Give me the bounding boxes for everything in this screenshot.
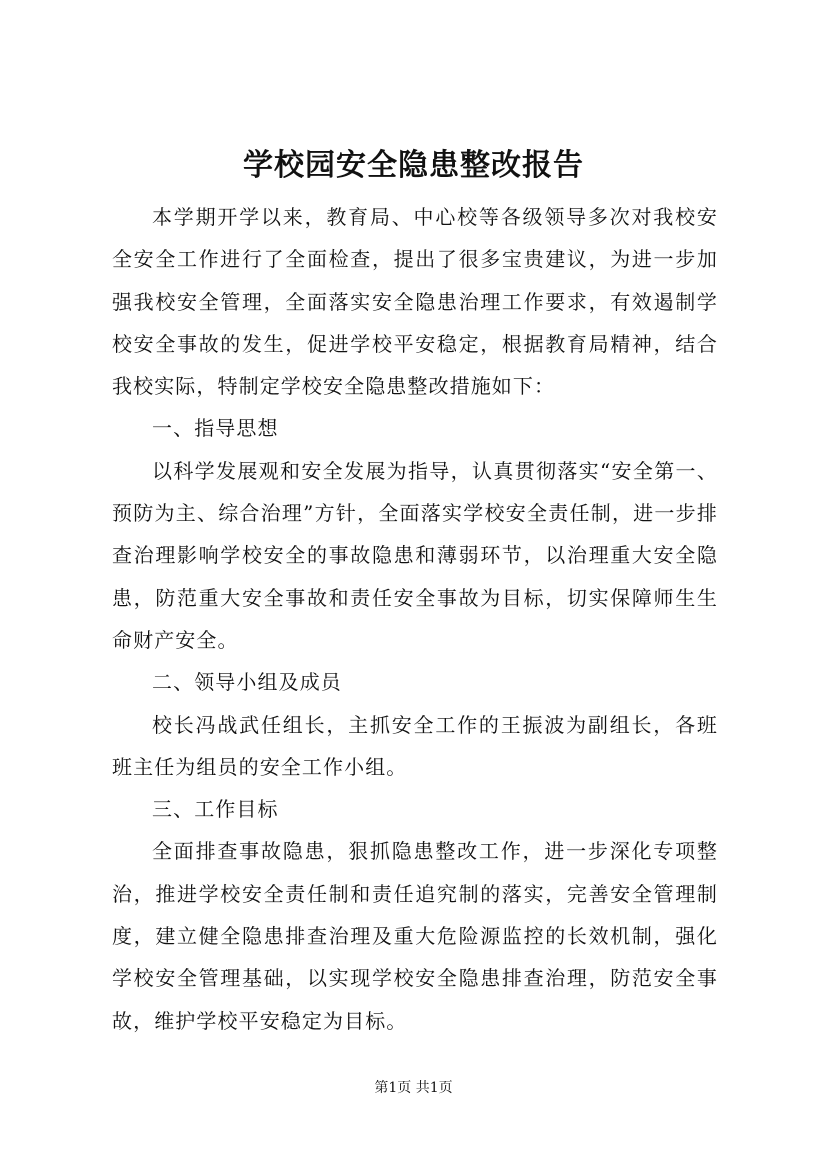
section-heading-leadership-group: 二、领导小组及成员 (152, 670, 342, 695)
section-heading-guiding-ideology: 一、指导思想 (152, 416, 279, 441)
leadership-group-paragraph: 校长冯战武任组长，主抓安全工作的王振波为副组长，各班班主任为组员的安全工作小组。 (112, 712, 718, 779)
page-footer: 第1页 共1页 (374, 1080, 453, 1096)
guiding-ideology-paragraph: 以科学发展观和安全发展为指导，认真贯彻落实“安全第一、预防为主、综合治理”方针，全面落实学校安全责任制，进一步排查治理影响学校安全的事故隐患和薄弱环节，以治理重大安全隐患，防范重大安全事故和责任安全事故为目标，切实保障师生生命财产安全。 (112, 458, 718, 652)
work-goals-paragraph: 全面排查事故隐患，狠抓隐患整改工作，进一步深化专项整治，推进学校安全责任制和责任追究制的落实，完善安全管理制度，建立健全隐患排查治理及重大危险源监控的长效机制，强化学校安全管理基础，以实现学校安全隐患排查治理，防范安全事故，维护学校平安稳定为目标。 (112, 839, 718, 1033)
intro-paragraph: 本学期开学以来，教育局、中心校等各级领导多次对我校安全安全工作进行了全面检查，提出了很多宝贵建议，为进一步加强我校安全管理，全面落实安全隐患治理工作要求，有效遏制学校安全事故的发生，促进学校平安稳定，根据教育局精神，结合我校实际，特制定学校安全隐患整改措施如下： (112, 205, 718, 399)
section-heading-work-goals: 三、工作目标 (152, 797, 279, 822)
document-title: 学校园安全隐患整改报告 (243, 148, 584, 183)
document-body (112, 196, 718, 1042)
